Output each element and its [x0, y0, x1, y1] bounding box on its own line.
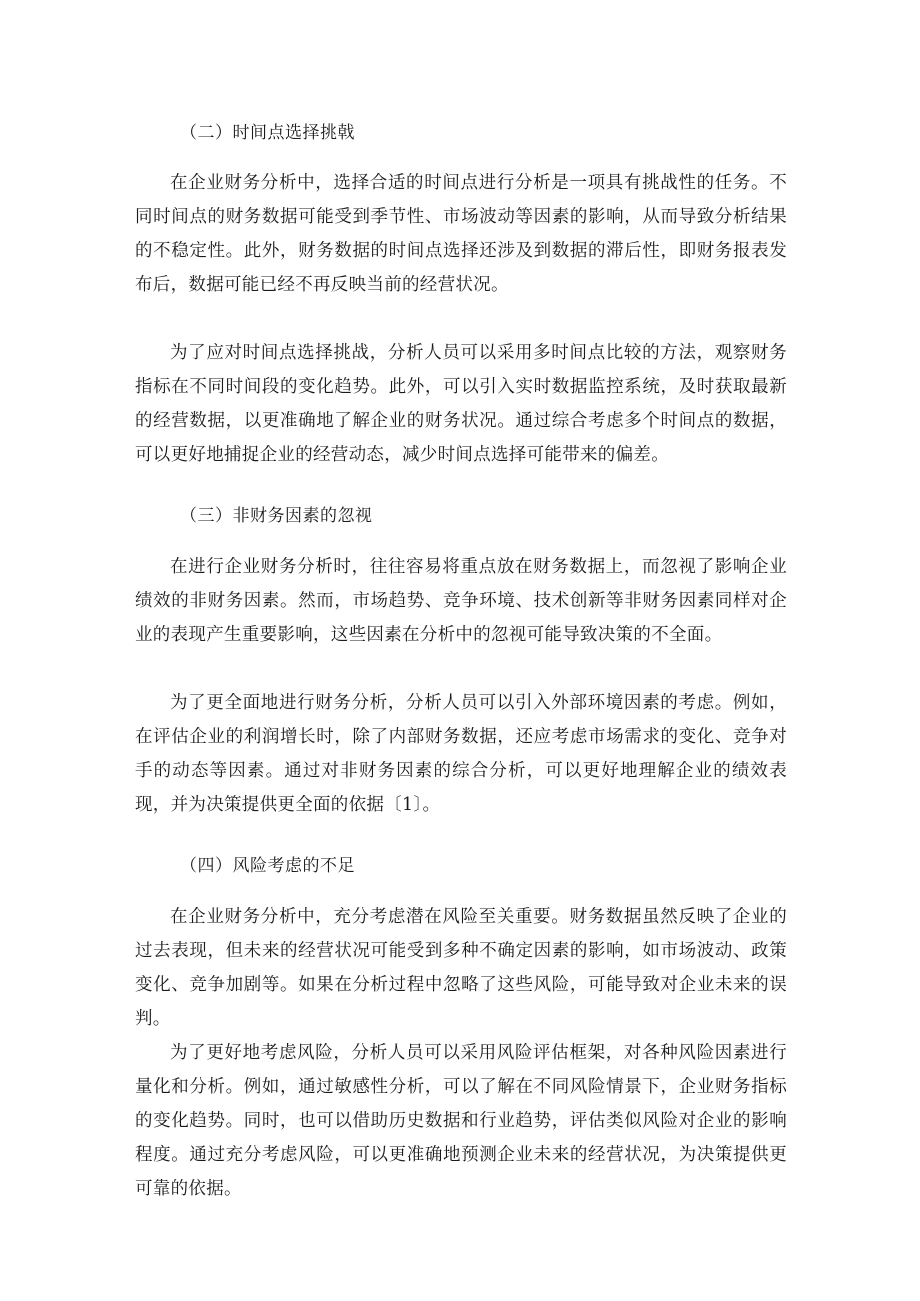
paragraph: 在企业财务分析中，选择合适的时间点进行分析是一项具有挑战性的任务。不同时间点的财务数据可能受到季节性、市场波动等因素的影响，从而导致分析结果的不稳定性。此外，财务数据的时间点选择还涉及到数据的滞后性，即财务报表发布后，数据可能已经不再反映当前的经营状况。: [135, 173, 787, 295]
paragraph: 为了应对时间点选择挑战，分析人员可以采用多时间点比较的方法，观察财务指标在不同时间段的变化趋势。此外，可以引入实时数据监控系统，及时获取最新的经营数据，以更准确地了解企业的财务状况。通过综合考虑多个时间点的数据，可以更好地捕捉企业的经营动态，减少时间点选择可能带来的偏差。: [135, 343, 787, 465]
paragraph: 为了更全面地进行财务分析，分析人员可以引入外部环境因素的考虑。例如，在评估企业的利润增长时，除了内部财务数据，还应考虑市场需求的变化、竞争对手的动态等因素。通过对非财务因素的综合分析，可以更好地理解企业的绩效表现，并为决策提供更全面的依据〔1〕。: [135, 693, 787, 815]
paragraph: 在进行企业财务分析时，往往容易将重点放在财务数据上，而忽视了影响企业绩效的非财务因素。然而，市场趋势、竞争环境、技术创新等非财务因素同样对企业的表现产生重要影响，这些因素在分析中的忽视可能导致决策的不全面。: [135, 557, 787, 645]
section-heading: （二）时间点选择挑戟: [180, 123, 355, 143]
paragraph: 在企业财务分析中，充分考虑潜在风险至关重要。财务数据虽然反映了企业的过去表现，但未来的经营状况可能受到多种不确定因素的影响，如市场波动、政策变化、竞争加剧等。如果在分析过程中忽略了这些风险，可能导致对企业未来的误判。: [135, 907, 787, 1029]
section-heading: （四）风险考虑的不足: [180, 856, 355, 876]
section-heading: （三）非财务因素的忽视: [180, 506, 373, 526]
paragraph: 为了更好地考虑风险，分析人员可以采用风险评估框架，对各种风险因素进行量化和分析。例如，通过敏感性分析，可以了解在不同风险情景下，企业财务指标的变化趋势。同时，也可以借助历史数据和行业趋势，评估类似风险对企业的影响程度。通过充分考虑风险，可以更准确地预测企业未来的经营状况，为决策提供更可靠的依据。: [135, 1043, 787, 1199]
